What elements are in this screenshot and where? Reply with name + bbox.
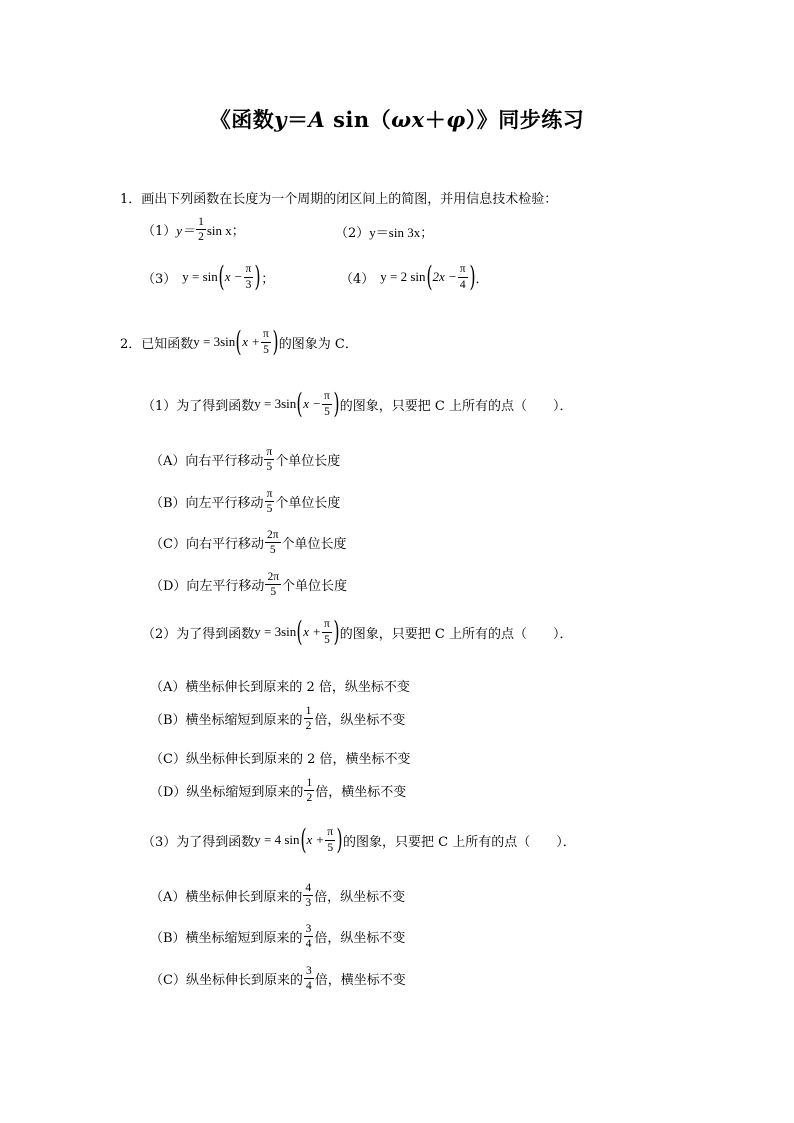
q2-s1-pre: （1）为了得到函数 (142, 398, 255, 414)
q2-s2-paren-close: ) (333, 615, 340, 648)
q2-s3-paren-open: ( (300, 823, 307, 856)
option-den: 5 (266, 461, 273, 474)
option-text: （A）横坐标伸长到原来的 (150, 890, 303, 906)
q1-part1 (142, 216, 245, 243)
q1-p4-paren-open: ( (426, 260, 433, 293)
option-fraction (265, 571, 281, 598)
q1-p4-fraction (458, 263, 468, 290)
q2-s3-option-a (150, 882, 405, 909)
q2-s1-post: 的图象，只要把 C 上所有的点（ ）． (339, 398, 573, 414)
option-text: （B）横坐标缩短到原来的 (150, 713, 303, 729)
option-text-post: 个单位长度 (281, 537, 347, 553)
q1-p1-label: （1） (142, 224, 177, 240)
q1-part3 (142, 260, 275, 293)
q2-s1-num: π (322, 390, 332, 404)
option-text: （D）纵坐标缩短到原来的 (150, 785, 304, 801)
q1-stem-text: 1．画出下列函数在长度为一个周期的闭区间上的简图，并用信息技术检验： (120, 192, 558, 207)
option-den: 4 (305, 980, 312, 993)
q2-stem-post: 的图象为 C． (278, 336, 358, 352)
q2-stem-paren-open: ( (235, 325, 242, 358)
option-text: （A）向右平行移动 (150, 454, 264, 470)
option-den: 4 (305, 938, 312, 951)
q2-s2-den: 5 (324, 633, 330, 646)
option-text-post: 个单位长度 (275, 496, 341, 512)
q2-s2-paren-open: ( (296, 615, 303, 648)
option-num: π (264, 446, 274, 460)
option-num: 2π (265, 529, 281, 543)
option-text: （D）向左平行移动 (150, 579, 265, 595)
q2-s1-paren-open: ( (296, 387, 303, 420)
q1-p4-label: （4） (340, 271, 375, 287)
option-text: （C）纵坐标伸长到原来的 2 倍，横坐标不变 (150, 752, 411, 767)
q2-s2-post: 的图象，只要把 C 上所有的点（ ）． (339, 626, 573, 642)
q1-p3-post: ； (261, 271, 275, 287)
q1-p3-paren-open: ( (218, 260, 225, 293)
q1-stem (120, 188, 557, 207)
option-text: （B）向左平行移动 (150, 496, 264, 512)
option-text-post: 倍，横坐标不变 (314, 973, 406, 989)
q2-s2-num: π (322, 618, 332, 632)
option-den: 2 (305, 720, 312, 733)
q1-p4-num: π (458, 263, 468, 277)
q2-s3-post: 的图象，只要把 C 上所有的点（ ）． (343, 834, 576, 850)
title-close: ）》 (465, 107, 499, 132)
q1-p2-label: （2） (335, 226, 370, 241)
q2-s2-option-b (150, 705, 405, 732)
q2-s2-fraction (322, 618, 332, 645)
title-suffix: 同步练习 (498, 107, 585, 132)
option-text: （C）纵坐标伸长到原来的 (150, 973, 303, 989)
q2-s1-option-b (150, 488, 340, 515)
q2-s3-in: x + (306, 832, 325, 847)
option-den: 2 (306, 792, 313, 805)
q2-s3-func: y = 4 sin (254, 832, 300, 847)
q2-s1-option-a (150, 446, 340, 473)
q2-s1-fraction (322, 390, 332, 417)
q1-p3-pre: y = sin (182, 269, 218, 284)
q2-stem-pre: 2．已知函数 (120, 336, 194, 352)
q1-p1-pre: y＝ (176, 223, 196, 239)
q1-p4-pre: y = 2 sin (380, 269, 426, 284)
q2-s3-den: 5 (327, 841, 334, 854)
q2-stem-fraction (261, 328, 271, 355)
q2-s2-func: y = 3sin (254, 624, 297, 639)
q2-stem-in: x + (242, 334, 261, 349)
option-den: 5 (270, 586, 277, 599)
q1-p3-paren-close: ) (254, 260, 261, 293)
q1-p1-fraction (196, 216, 206, 243)
q1-p4-den: 4 (459, 278, 466, 291)
q1-p4-in: 2x − (432, 269, 457, 284)
q1-p3-den: 3 (245, 278, 252, 291)
q2-s3-option-b (150, 923, 405, 950)
option-text-post: 倍，纵坐标不变 (314, 931, 406, 947)
q2-s2-pre: （2）为了得到函数 (142, 626, 255, 642)
q2-stem-den: 5 (263, 343, 269, 356)
q1-part2 (335, 222, 433, 241)
option-fraction (265, 488, 275, 515)
title-plus: ＋ (424, 107, 447, 132)
q1-p4-post: ． (475, 271, 489, 287)
q2-s3-paren-close: ) (336, 823, 343, 856)
option-fraction (264, 446, 274, 473)
option-text: （A）横坐标伸长到原来的 2 倍，纵坐标不变 (150, 680, 410, 695)
title-var-y: y (274, 107, 287, 132)
q2-s3-pre: （3）为了得到函数 (142, 834, 255, 850)
q2-s1-option-c (150, 529, 347, 556)
option-text: （C）向右平行移动 (150, 537, 264, 553)
option-fraction (304, 923, 314, 950)
q2-s2-in: x + (303, 624, 322, 639)
q1-p1-post: sin x； (206, 223, 245, 239)
option-num: 3 (304, 923, 314, 937)
q2-s1-paren-close: ) (333, 387, 340, 420)
q2-s1-func: y = 3sin (254, 396, 297, 411)
page-title (0, 104, 794, 134)
q1-p3-num: π (244, 263, 254, 277)
option-den: 5 (266, 503, 273, 516)
option-fraction (303, 882, 313, 909)
q1-p1-num: 1 (196, 216, 206, 230)
q1-part4 (340, 260, 489, 293)
q2-stem (120, 325, 358, 358)
q2-s3-fraction (325, 826, 335, 853)
q2-s2-option-d (150, 777, 406, 804)
q2-s1-option-d (150, 571, 347, 598)
q1-p3-in: x − (224, 269, 243, 284)
option-text-post: 倍，纵坐标不变 (314, 713, 406, 729)
option-text-post: 个单位长度 (275, 454, 341, 470)
title-func-text: 函数 (231, 107, 275, 132)
q1-p1-den: 2 (198, 231, 204, 244)
q2-s1-in: x − (303, 396, 322, 411)
q2-s2-option-a (150, 676, 410, 695)
option-fraction (304, 705, 314, 732)
q1-p3-fraction (244, 263, 254, 290)
q2-s2-option-c (150, 748, 410, 767)
q2-s1-den: 5 (324, 405, 330, 418)
title-eq: ＝ (286, 107, 309, 132)
option-text: （B）横坐标缩短到原来的 (150, 931, 303, 947)
q2-s3-stem (142, 823, 576, 856)
option-text-post: 倍，横坐标不变 (315, 785, 407, 801)
option-text-post: 倍，纵坐标不变 (314, 890, 406, 906)
title-var-a: A (308, 107, 326, 132)
option-den: 5 (269, 544, 276, 557)
q2-stem-func: y = 3sin (193, 334, 236, 349)
q1-p2-expr: y＝sin 3x； (369, 225, 434, 240)
q2-s3-option-c (150, 965, 406, 992)
q1-p4-paren-close: ) (469, 260, 476, 293)
q2-s2-stem (142, 615, 573, 648)
option-fraction (304, 777, 314, 804)
option-num: 1 (304, 777, 314, 791)
option-fraction (304, 965, 314, 992)
q2-stem-paren-close: ) (272, 325, 279, 358)
title-omega-x: ωx (391, 107, 425, 132)
option-num: 2π (265, 571, 281, 585)
q2-s1-stem (142, 387, 573, 420)
q1-p3-label: （3） (142, 271, 177, 287)
title-sin: sin（ (325, 107, 392, 132)
title-bracket-open: 《 (209, 107, 232, 132)
option-fraction (265, 529, 281, 556)
option-num: 3 (304, 965, 314, 979)
option-den: 3 (305, 897, 312, 910)
q2-s3-num: π (325, 826, 335, 840)
q2-stem-num: π (261, 328, 271, 342)
option-num: π (265, 488, 275, 502)
option-text-post: 个单位长度 (282, 579, 348, 595)
option-num: 4 (303, 882, 313, 896)
title-phi: φ (446, 107, 466, 132)
option-num: 1 (304, 705, 314, 719)
